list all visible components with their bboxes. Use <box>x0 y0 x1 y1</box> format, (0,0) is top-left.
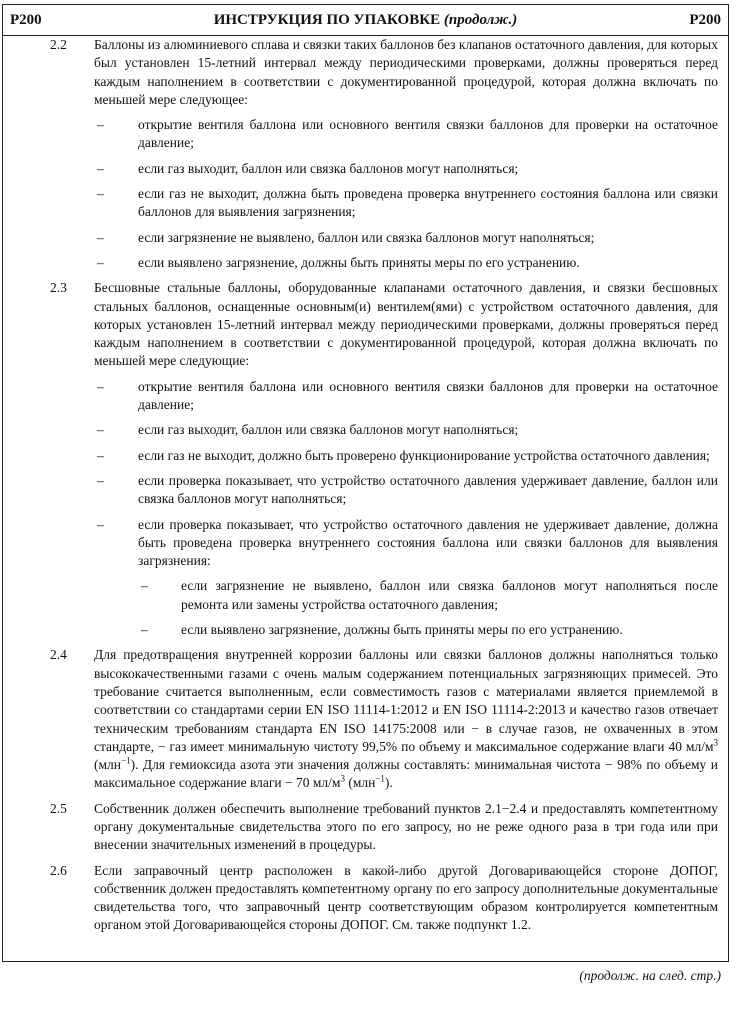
list-item: – если газ выходит, баллон или связка баллонов могут наполняться; <box>97 422 519 438</box>
section-paragraph: 2.4 Для предотвращения внутренней коррозии баллоны или связки баллонов должны наполняться только высококачественными газами с очень малым содержанием потенциальных загрязняющих примесей. Это требование считается выполненным, если совместимость газов с материалами является приемлемой в соответствии со стандартами серии EN ISO 11114-1:2012 и EN ISO 11114-2:2013 и качество газов отвечает техническим требованиям стандарта EN ISO 14175:2008 или − в случае газов, не охваченных в этом стандарте, − газ имеет минимальную чистоту 99,5% по объему и максимальное содержание влаги 40 $мл/м^3$ (млн$^{-1}$). Для гемиоксида азота эти значения должны составлять: минимальная чистота − 98% по объему и максимальное содержание влаги − 70 $мл/м^3$ (млн$^{-1}$). <box>50 647 718 791</box>
list-item: – открытие вентиля баллона или основного вентиля связки баллонов для проверки на остаточное давление; <box>97 378 718 413</box>
list-item: – если газ не выходит, должна быть проведена проверка внутреннего состояния баллона или связки баллонов для выявления загрязнения; <box>97 186 718 220</box>
sub-list-item: – если выявлено загрязнение, должны быть приняты меры по его устранению. <box>141 622 623 638</box>
document-body <box>3 36 728 942</box>
section-paragraph: 2.5 Собственник должен обеспечить выполнение требований пунктов 2.1−2.4 и предоставлять компетентному органу документальные свидетельства этого по его запросу, но не реже одного раза в три года или при внесении значительных изменений в процедуры. <box>50 800 718 853</box>
list-item: – открытие вентиля баллона или основного вентиля связки баллонов для проверки на остаточное давление; <box>97 117 718 151</box>
document-frame <box>2 4 729 962</box>
section-paragraph: 2.6 Если заправочный центр расположен в какой-либо другой Договаривающейся стороне ДОПОГ, собственник должен предоставлять компетентному органу по его запросу дополнительные документальные свидетельства того, что заправочный центр соответствующим образом контролируется компетентным органом этой Договаривающейся стороны ДОПОГ. См. также подпункт 1.2. <box>50 862 718 933</box>
list-item: – если газ выходит, баллон или связка баллонов могут наполняться; <box>97 160 519 176</box>
page-header <box>3 5 728 36</box>
section-paragraph: 2.3 Бесшовные стальные баллоны, оборудованные клапанами остаточного давления, и связки бесшовных стальных баллонов, оснащенные основным(и) вентилем(ями) с устройством остаточного давления, для которых установлен 15-летний интервал между периодическими проверками, должны проверяться перед каждым наполнением в соответствии с документированной процедурой, которая должна включать по меньшей мере следующие: <box>50 280 718 369</box>
continuation-note: (продолж. на след. стр.) <box>579 968 721 983</box>
section-number: 2.4 <box>50 647 67 663</box>
list-item: – если газ не выходит, должно быть проверено функционирование устройства остаточного давления; <box>97 447 710 463</box>
section-number: 2.3 <box>50 280 67 296</box>
list-item: – если загрязнение не выявлено, баллон или связка баллонов могут наполняться; <box>97 229 595 245</box>
header-title: ИНСТРУКЦИЯ ПО УПАКОВКЕ (продолж.) <box>213 12 518 28</box>
list-item: – если проверка показывает, что устройство остаточного давления удерживает давление, баллон или связка баллонов могут наполняться; <box>97 472 718 507</box>
header-title-note: (продолж.) <box>443 12 518 28</box>
list-item: – если проверка показывает, что устройство остаточного давления не удерживает давление, должна быть проведена проверка внутреннего состояния баллона или связки баллонов для выявления загрязнения: <box>97 516 718 569</box>
list-item: – если выявлено загрязнение, должны быть приняты меры по его устранению. <box>97 254 580 270</box>
section-paragraph: 2.2 Баллоны из алюминиевого сплава и связки таких баллонов без клапанов остаточного давления, для которых был установлен 15-летний интервал между периодическими проверками, должны проверяться перед каждым наполнением в соответствии с документированной процедурой, которая должна включать по меньшей мере следующее: <box>50 37 718 107</box>
header-code-right: P200 <box>689 12 721 28</box>
header-code-left: P200 <box>10 12 42 28</box>
section-number: 2.5 <box>50 800 67 816</box>
section-number: 2.6 <box>50 862 67 878</box>
section-number: 2.2 <box>50 37 67 52</box>
sub-list-item: – если загрязнение не выявлено, баллон или связка баллонов могут наполняться после ремонта или замены устройства остаточного давления; <box>141 578 718 612</box>
